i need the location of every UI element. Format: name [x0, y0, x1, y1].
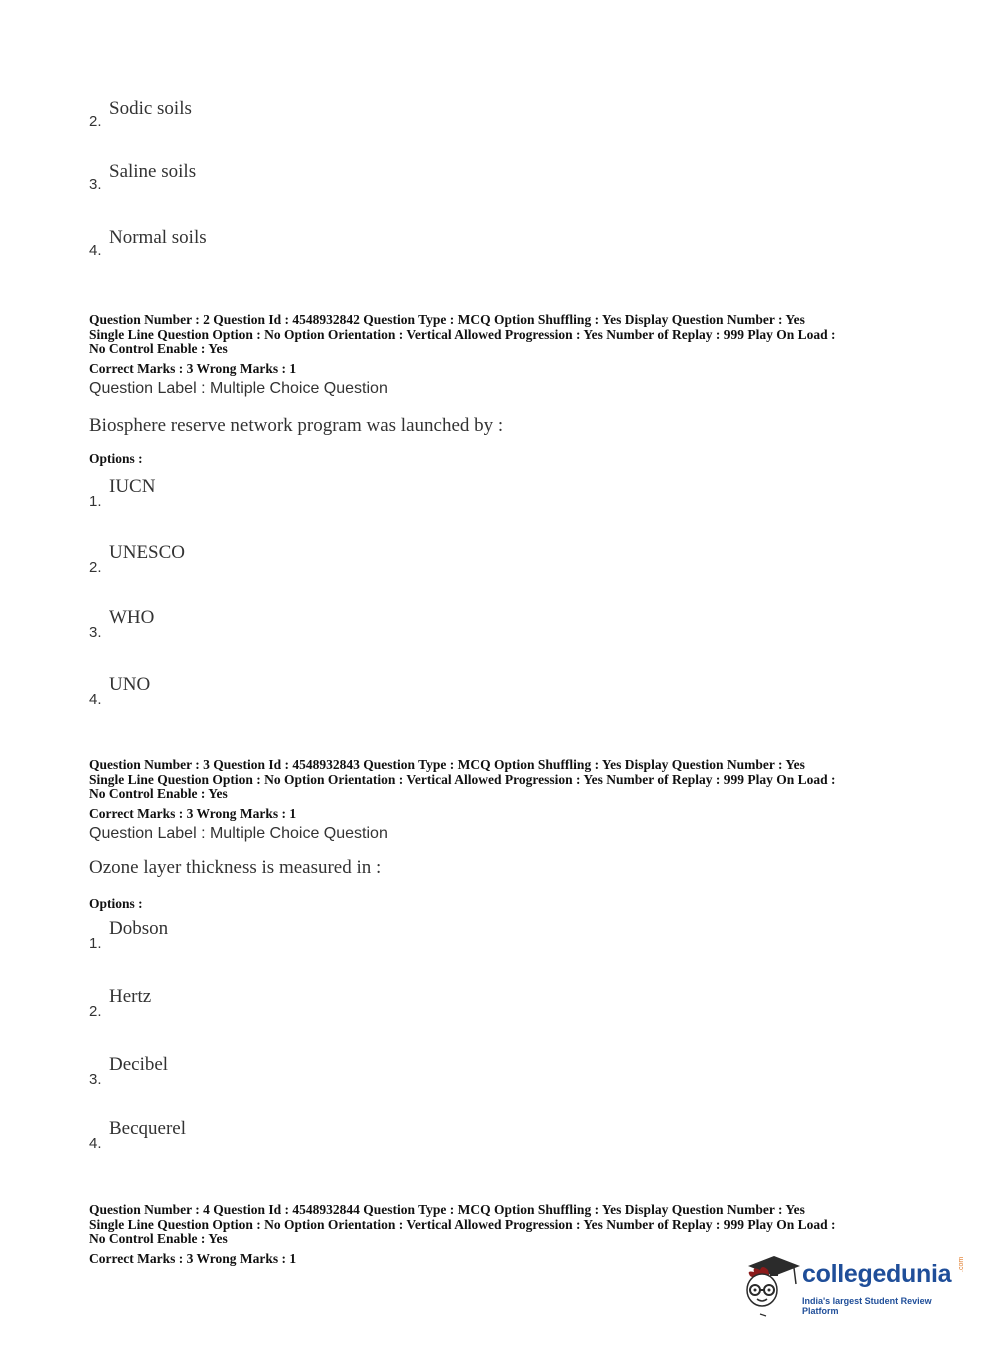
option-text: Hertz: [109, 986, 152, 1007]
marks-q4: Correct Marks : 3 Wrong Marks : 1: [89, 1251, 297, 1266]
collegedunia-logo: [740, 1248, 970, 1320]
option-q3-1: [89, 918, 489, 968]
meta-line: Single Line Question Option : No Option Orientation : Vertical Allowed Progression : Yes Number of Replay : 999 Play On Load :: [89, 1216, 836, 1232]
meta-line: Single Line Question Option : No Option Orientation : Vertical Allowed Progression : Yes Number of Replay : 999 Play On Load :: [89, 771, 836, 787]
option-text: UNO: [109, 674, 151, 695]
option-number: 3.: [89, 624, 102, 641]
option-number: 2.: [89, 559, 102, 576]
option-number: 3.: [89, 1071, 102, 1088]
option-q2-1: [89, 476, 489, 526]
options-label-q2: Options :: [89, 451, 143, 466]
option-text: IUCN: [109, 476, 156, 497]
marks-q3: Correct Marks : 3 Wrong Marks : 1: [89, 806, 297, 821]
option-number: 1.: [89, 935, 102, 952]
question-meta-q3: [89, 758, 919, 802]
meta-line: Question Number : 3 Question Id : 4548932843 Question Type : MCQ Option Shuffling : Yes Display Question Number : Yes: [89, 757, 805, 772]
option-q3-3: [89, 1054, 489, 1104]
option-number: 1.: [89, 493, 102, 510]
option-text: Dobson: [109, 918, 169, 939]
option-q3-2: [89, 986, 489, 1036]
option-text: Normal soils: [109, 227, 207, 248]
marks-q2: Correct Marks : 3 Wrong Marks : 1: [89, 361, 297, 376]
option-number: 2.: [89, 113, 102, 130]
meta-line: No Control Enable : Yes: [89, 786, 228, 801]
option-text: UNESCO: [109, 542, 186, 563]
meta-line: No Control Enable : Yes: [89, 1231, 228, 1246]
logo-dotcom-text: .com: [958, 1256, 965, 1272]
meta-line: No Control Enable : Yes: [89, 341, 228, 356]
option-number: 4.: [89, 1135, 102, 1152]
logo-tagline: India's largest Student Review Platform: [802, 1296, 932, 1316]
question-label-q2: Question Label : Multiple Choice Question: [89, 380, 388, 397]
logo-brand-text: collegedunia: [802, 1260, 952, 1288]
option-text: Sodic soils: [109, 98, 192, 119]
question-label-q3: Question Label : Multiple Choice Question: [89, 825, 388, 842]
option-text: WHO: [109, 607, 155, 628]
options-label-q3: Options :: [89, 896, 143, 911]
question-text-q3: Ozone layer thickness is measured in :: [89, 857, 382, 878]
question-meta-q2: [89, 313, 919, 357]
option-q2-2: [89, 542, 489, 592]
question-text-q2: Biosphere reserve network program was launched by :: [89, 415, 504, 436]
option-number: 3.: [89, 176, 102, 193]
option-q1-4: [89, 227, 489, 277]
option-q1-3: [89, 161, 489, 211]
option-q1-2: [89, 98, 489, 148]
option-q2-3: [89, 607, 489, 657]
meta-line: Single Line Question Option : No Option Orientation : Vertical Allowed Progression : Yes Number of Replay : 999 Play On Load :: [89, 326, 836, 342]
option-q2-4: [89, 674, 489, 724]
option-number: 4.: [89, 691, 102, 708]
option-number: 4.: [89, 242, 102, 259]
option-text: Saline soils: [109, 161, 197, 182]
option-q3-4: [89, 1118, 489, 1168]
option-number: 2.: [89, 1003, 102, 1020]
question-meta-q4: [89, 1203, 919, 1247]
meta-line: Question Number : 2 Question Id : 4548932842 Question Type : MCQ Option Shuffling : Yes Display Question Number : Yes: [89, 312, 805, 327]
option-text: Becquerel: [109, 1118, 187, 1139]
option-text: Decibel: [109, 1054, 169, 1075]
meta-line: Question Number : 4 Question Id : 4548932844 Question Type : MCQ Option Shuffling : Yes Display Question Number : Yes: [89, 1202, 805, 1217]
mascot-icon: [740, 1248, 802, 1320]
